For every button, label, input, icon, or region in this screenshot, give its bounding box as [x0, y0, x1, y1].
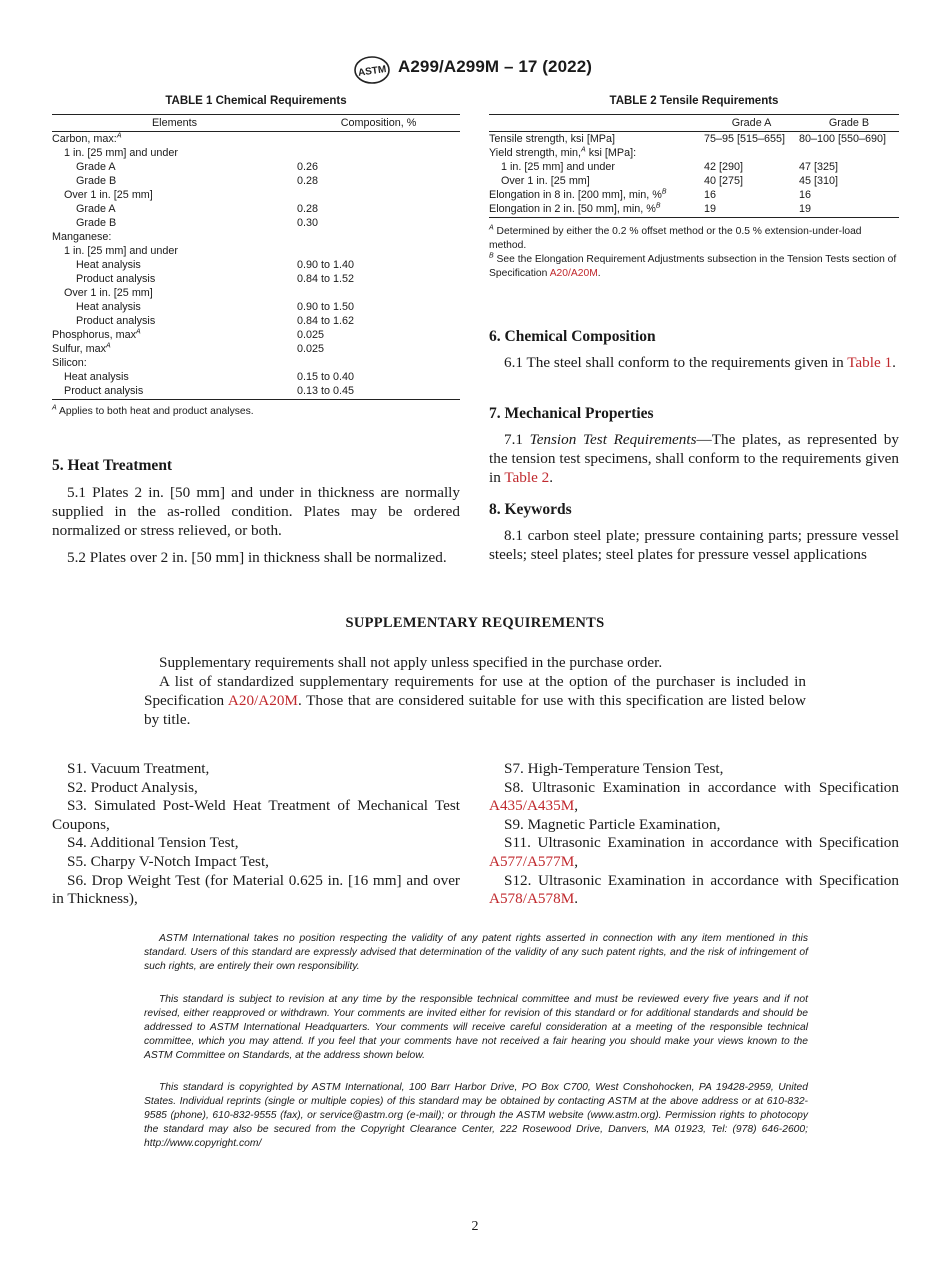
section8-heading: 8. Keywords: [489, 501, 572, 518]
property-name: 1 in. [25 mm] and under: [501, 161, 616, 173]
footnote-mark: A: [52, 404, 57, 412]
element-name: Product analysis: [76, 315, 156, 327]
footnote-mark: B: [655, 202, 661, 210]
grade-a-value: 40 [275]: [704, 175, 744, 187]
composition-value: 0.84 to 1.52: [297, 273, 355, 285]
composition-value: 0.30: [297, 217, 319, 229]
table-row: [52, 356, 460, 370]
grade-b-value: 16: [799, 189, 812, 201]
a435-link[interactable]: A435/A435M: [489, 797, 575, 815]
element-name: Grade B: [76, 175, 117, 187]
grade-b-value: 45 [310]: [799, 175, 839, 187]
composition-value: 0.28: [297, 175, 319, 187]
table-row: [52, 230, 460, 244]
element-name: Carbon, max:$^A$: [52, 132, 122, 145]
table-row: [52, 272, 460, 286]
property-name: Tensile strength, ksi [MPa]: [489, 133, 616, 145]
table-row: [489, 188, 899, 202]
table-row: [52, 244, 460, 258]
notice-text: ASTM International takes no position respecting the validity of any patent rights asserted in connection with any item mentioned in this standard. Users of this standard are expressly advised that determination of the validity of any such patent rights, and the risk of infringement of such rights, are entirely their own responsibility.: [144, 933, 808, 972]
notice-text: This standard is copyrighted by ASTM International, 100 Barr Harbor Drive, PO Box C700, West Conshohocken, PA 19428-2959, United States. Individual reprints (single or multiple copies) of this standard may be obtained by contacting ASTM at the above address or at 610-832-9585 (phone), 610-832-9555 (fax), or service@astm.org (e-mail); or through the ASTM website (www.astm.org). Permission rights to photocopy the standard may also be secured from the Copyright Clearance Center, 222 Rosewood Drive, Danvers, MA 01923, Tel: (978) 646-2600; http://www.copyright.com/: [144, 1082, 808, 1149]
table-row: [52, 146, 460, 160]
grade-a-value: 42 [290]: [704, 161, 744, 173]
supplementary-intro: [144, 653, 806, 729]
composition-value: [297, 286, 460, 300]
table2-link[interactable]: Table 2: [504, 469, 550, 486]
table2-col-header: Grade A: [704, 115, 799, 132]
element-name: Grade A: [76, 203, 116, 215]
table-row: [489, 146, 899, 160]
section8-body: [489, 526, 899, 564]
a578-link[interactable]: A578/A578M: [489, 890, 575, 908]
composition-value: 0.90 to 1.40: [297, 259, 355, 271]
composition-value: 0.025: [297, 343, 325, 355]
list-item: S12. Ultrasonic Examination in accordance with Specification A578/A578M.: [489, 871, 899, 908]
footnote-text: Determined by either the 0.2 % offset method or the 0.5 % extension-under-load method.: [489, 226, 862, 251]
paragraph-7-1: 7.1 Tension Test Requirements—The plates, as represented by the tension test specimens, shall conform to the requirements given in Table 2.: [489, 431, 899, 486]
composition-value: 0.26: [297, 161, 319, 173]
paragraph-6-1: 6.1 The steel shall conform to the requirements given in Table 1.: [504, 354, 896, 371]
element-name: Grade B: [76, 217, 117, 229]
supplementary-list-right: [489, 760, 899, 909]
property-name: Over 1 in. [25 mm]: [501, 175, 590, 187]
composition-value: [297, 244, 460, 258]
footnote-text: See the Elongation Requirement Adjustments subsection in the Tension Tests section of Specification: [489, 254, 897, 279]
list-item: S8. Ultrasonic Examination in accordance with Specification A435/A435M,: [489, 778, 899, 815]
element-name: 1 in. [25 mm] and under: [64, 245, 179, 257]
composition-value: [297, 356, 460, 370]
grade-b-value: 80–100 [550–690]: [799, 133, 887, 145]
composition-value: 0.13 to 0.45: [297, 384, 460, 400]
composition-value: 0.28: [297, 203, 319, 215]
table-row: [52, 300, 460, 314]
composition-value: 0.15 to 0.40: [297, 371, 355, 383]
page-header: [0, 55, 950, 85]
table-row: [52, 188, 460, 202]
supplementary-list-left: [52, 760, 460, 909]
astm-logo-icon: [352, 55, 392, 85]
table2-col-header: Grade B: [799, 115, 899, 132]
table1-col-header: Elements: [52, 115, 297, 132]
grade-a-value: 75–95 [515–655]: [704, 133, 786, 145]
footnote-mark: B: [489, 252, 494, 260]
table-row: [489, 202, 899, 218]
copyright-notice: [144, 1081, 808, 1151]
composition-value: [297, 132, 460, 147]
grade-a-value: [704, 146, 799, 160]
list-item: S3. Simulated Post-Weld Heat Treatment of Mechanical Test Coupons,: [52, 797, 460, 833]
composition-value: [297, 188, 460, 202]
grade-b-value: 19: [799, 202, 899, 218]
paragraph-8-1: 8.1 carbon steel plate; pressure containing parts; pressure vessel steels; steel plates; steel plates for pressure vessel applications: [489, 527, 899, 563]
element-name: Heat analysis: [64, 371, 129, 383]
paragraph-5-1: 5.1 Plates 2 in. [50 mm] and under in thickness are normally supplied in the as-rolled condition. Plates may be ordered normalized or stress relieved, or both.: [52, 484, 460, 539]
document-id: A299/A299M – 17 (2022): [398, 57, 593, 76]
table-row: [489, 160, 899, 174]
table-row: [52, 370, 460, 384]
table-row: [52, 174, 460, 188]
element-name: Grade A: [76, 161, 116, 173]
grade-b-value: [799, 146, 899, 160]
footnote-mark: B: [661, 188, 667, 196]
composition-value: 0.84 to 1.62: [297, 315, 355, 327]
patent-notice: [144, 932, 808, 974]
table-row: [52, 202, 460, 216]
table-row: [489, 174, 899, 188]
element-name: Sulfur, $\max^A$: [52, 342, 111, 355]
supplementary-paragraph: Supplementary requirements shall not apply unless specified in the purchase order.: [159, 654, 663, 671]
table-row: [52, 384, 460, 400]
revision-notice: [144, 993, 808, 1063]
list-item: S1. Vacuum Treatment,: [67, 760, 210, 777]
element-name: Manganese:: [52, 231, 112, 243]
supplementary-heading: SUPPLEMENTARY REQUIREMENTS: [345, 615, 605, 631]
logo-text: ASTM: [357, 64, 388, 79]
table-row: [52, 286, 460, 300]
element-name: Product analysis: [52, 384, 297, 400]
element-name: Product analysis: [76, 273, 156, 285]
notice-text: This standard is subject to revision at any time by the responsible technical committee and must be reviewed every five years and if not revised, either reapproved or withdrawn. Your comments are invited either for revision of this standard or for additional standards and should be addressed to ASTM International Headquarters. Your comments will receive careful consideration at a meeting of the responsible technical committee, which you may attend. If you feel that your comments have not received a fair hearing you should make your views known to the ASTM Committee on Standards, at the address shown below.: [144, 994, 808, 1061]
chemical-requirements-table: [52, 114, 460, 400]
table2-col-header: [489, 115, 704, 132]
table-row: [52, 160, 460, 174]
table-row: [52, 216, 460, 230]
section7-body: [489, 430, 899, 487]
table-row: [489, 132, 899, 147]
section5-body: [52, 483, 460, 567]
footnote-mark: A: [489, 224, 494, 232]
element-name: Phosphorus, $\max^A$: [52, 328, 141, 341]
table2-footnote-b: [489, 253, 899, 281]
section5-heading: 5. Heat Treatment: [52, 457, 173, 474]
section6-heading: 6. Chemical Composition: [489, 328, 656, 345]
section7-heading: 7. Mechanical Properties: [489, 405, 654, 422]
list-item: S6. Drop Weight Test (for Material 0.625 in. [16 mm] and over in Thickness),: [52, 871, 460, 908]
table2-footnote-a: [489, 225, 899, 253]
list-item: S2. Product Analysis,: [67, 778, 198, 796]
composition-value: [297, 146, 460, 160]
grade-a-value: 16: [704, 189, 717, 201]
element-name: Silicon:: [52, 357, 87, 369]
element-name: Heat analysis: [76, 301, 141, 313]
property-name: Elongation in 2 in. [50 mm], min, %$^B$: [489, 202, 704, 218]
table-row: [52, 258, 460, 272]
list-item: S9. Magnetic Particle Examination,: [504, 815, 721, 833]
tensile-requirements-table: [489, 114, 899, 218]
table1-col-header: Composition, %: [297, 115, 460, 132]
section6-body: [489, 353, 899, 372]
a20-link[interactable]: A20/A20M: [227, 692, 298, 709]
table1-link[interactable]: Table 1: [847, 354, 893, 371]
composition-value: 0.90 to 1.50: [297, 301, 355, 313]
element-name: Over 1 in. [25 mm]: [64, 287, 153, 299]
footnote-mark: A: [581, 146, 586, 154]
paragraph-5-2: 5.2 Plates over 2 in. [50 mm] in thickness shall be normalized.: [67, 549, 447, 566]
table-row: [52, 328, 460, 342]
property-name: Elongation in 8 in. [200 mm], min, %$^B$: [489, 188, 667, 201]
list-item: S7. High-Temperature Tension Test,: [504, 760, 724, 777]
grade-b-value: 47 [325]: [799, 161, 839, 173]
a577-link[interactable]: A577/A577M: [489, 852, 575, 870]
table-row: [52, 342, 460, 356]
table-row: [52, 132, 460, 147]
table2-caption: TABLE 2 Tensile Requirements: [609, 95, 779, 107]
supplementary-paragraph: A list of standardized supplementary requirements for use at the option of the purchaser is included in Specification A20/A20M. Those that are considered suitable for use with this specification are listed below by title.: [144, 673, 806, 728]
footnote-text: .: [597, 268, 601, 279]
element-name: Over 1 in. [25 mm]: [64, 189, 153, 201]
footnote-mark: A: [106, 342, 111, 350]
list-item: S11. Ultrasonic Examination in accordance with Specification A577/A577M,: [489, 834, 899, 870]
composition-value: 0.025: [297, 329, 325, 341]
list-item: S4. Additional Tension Test,: [67, 834, 239, 852]
a20-link[interactable]: A20/A20M: [549, 268, 598, 279]
table1-footnote: [52, 405, 460, 419]
footnote-mark: A: [136, 328, 141, 336]
property-name: Yield strength, min,$^A$ ksi [MPa]:: [489, 146, 637, 159]
element-name: Heat analysis: [76, 259, 141, 271]
grade-a-value: 19: [704, 202, 799, 218]
footnote-text: Applies to both heat and product analyses.: [58, 406, 254, 417]
table-row: [52, 314, 460, 328]
composition-value: [297, 230, 460, 244]
table1-caption: TABLE 1 Chemical Requirements: [165, 95, 347, 107]
page-number: 2: [471, 1219, 479, 1234]
element-name: 1 in. [25 mm] and under: [64, 147, 179, 159]
footnote-mark: A: [116, 132, 122, 140]
list-item: S5. Charpy V-Notch Impact Test,: [67, 852, 269, 870]
